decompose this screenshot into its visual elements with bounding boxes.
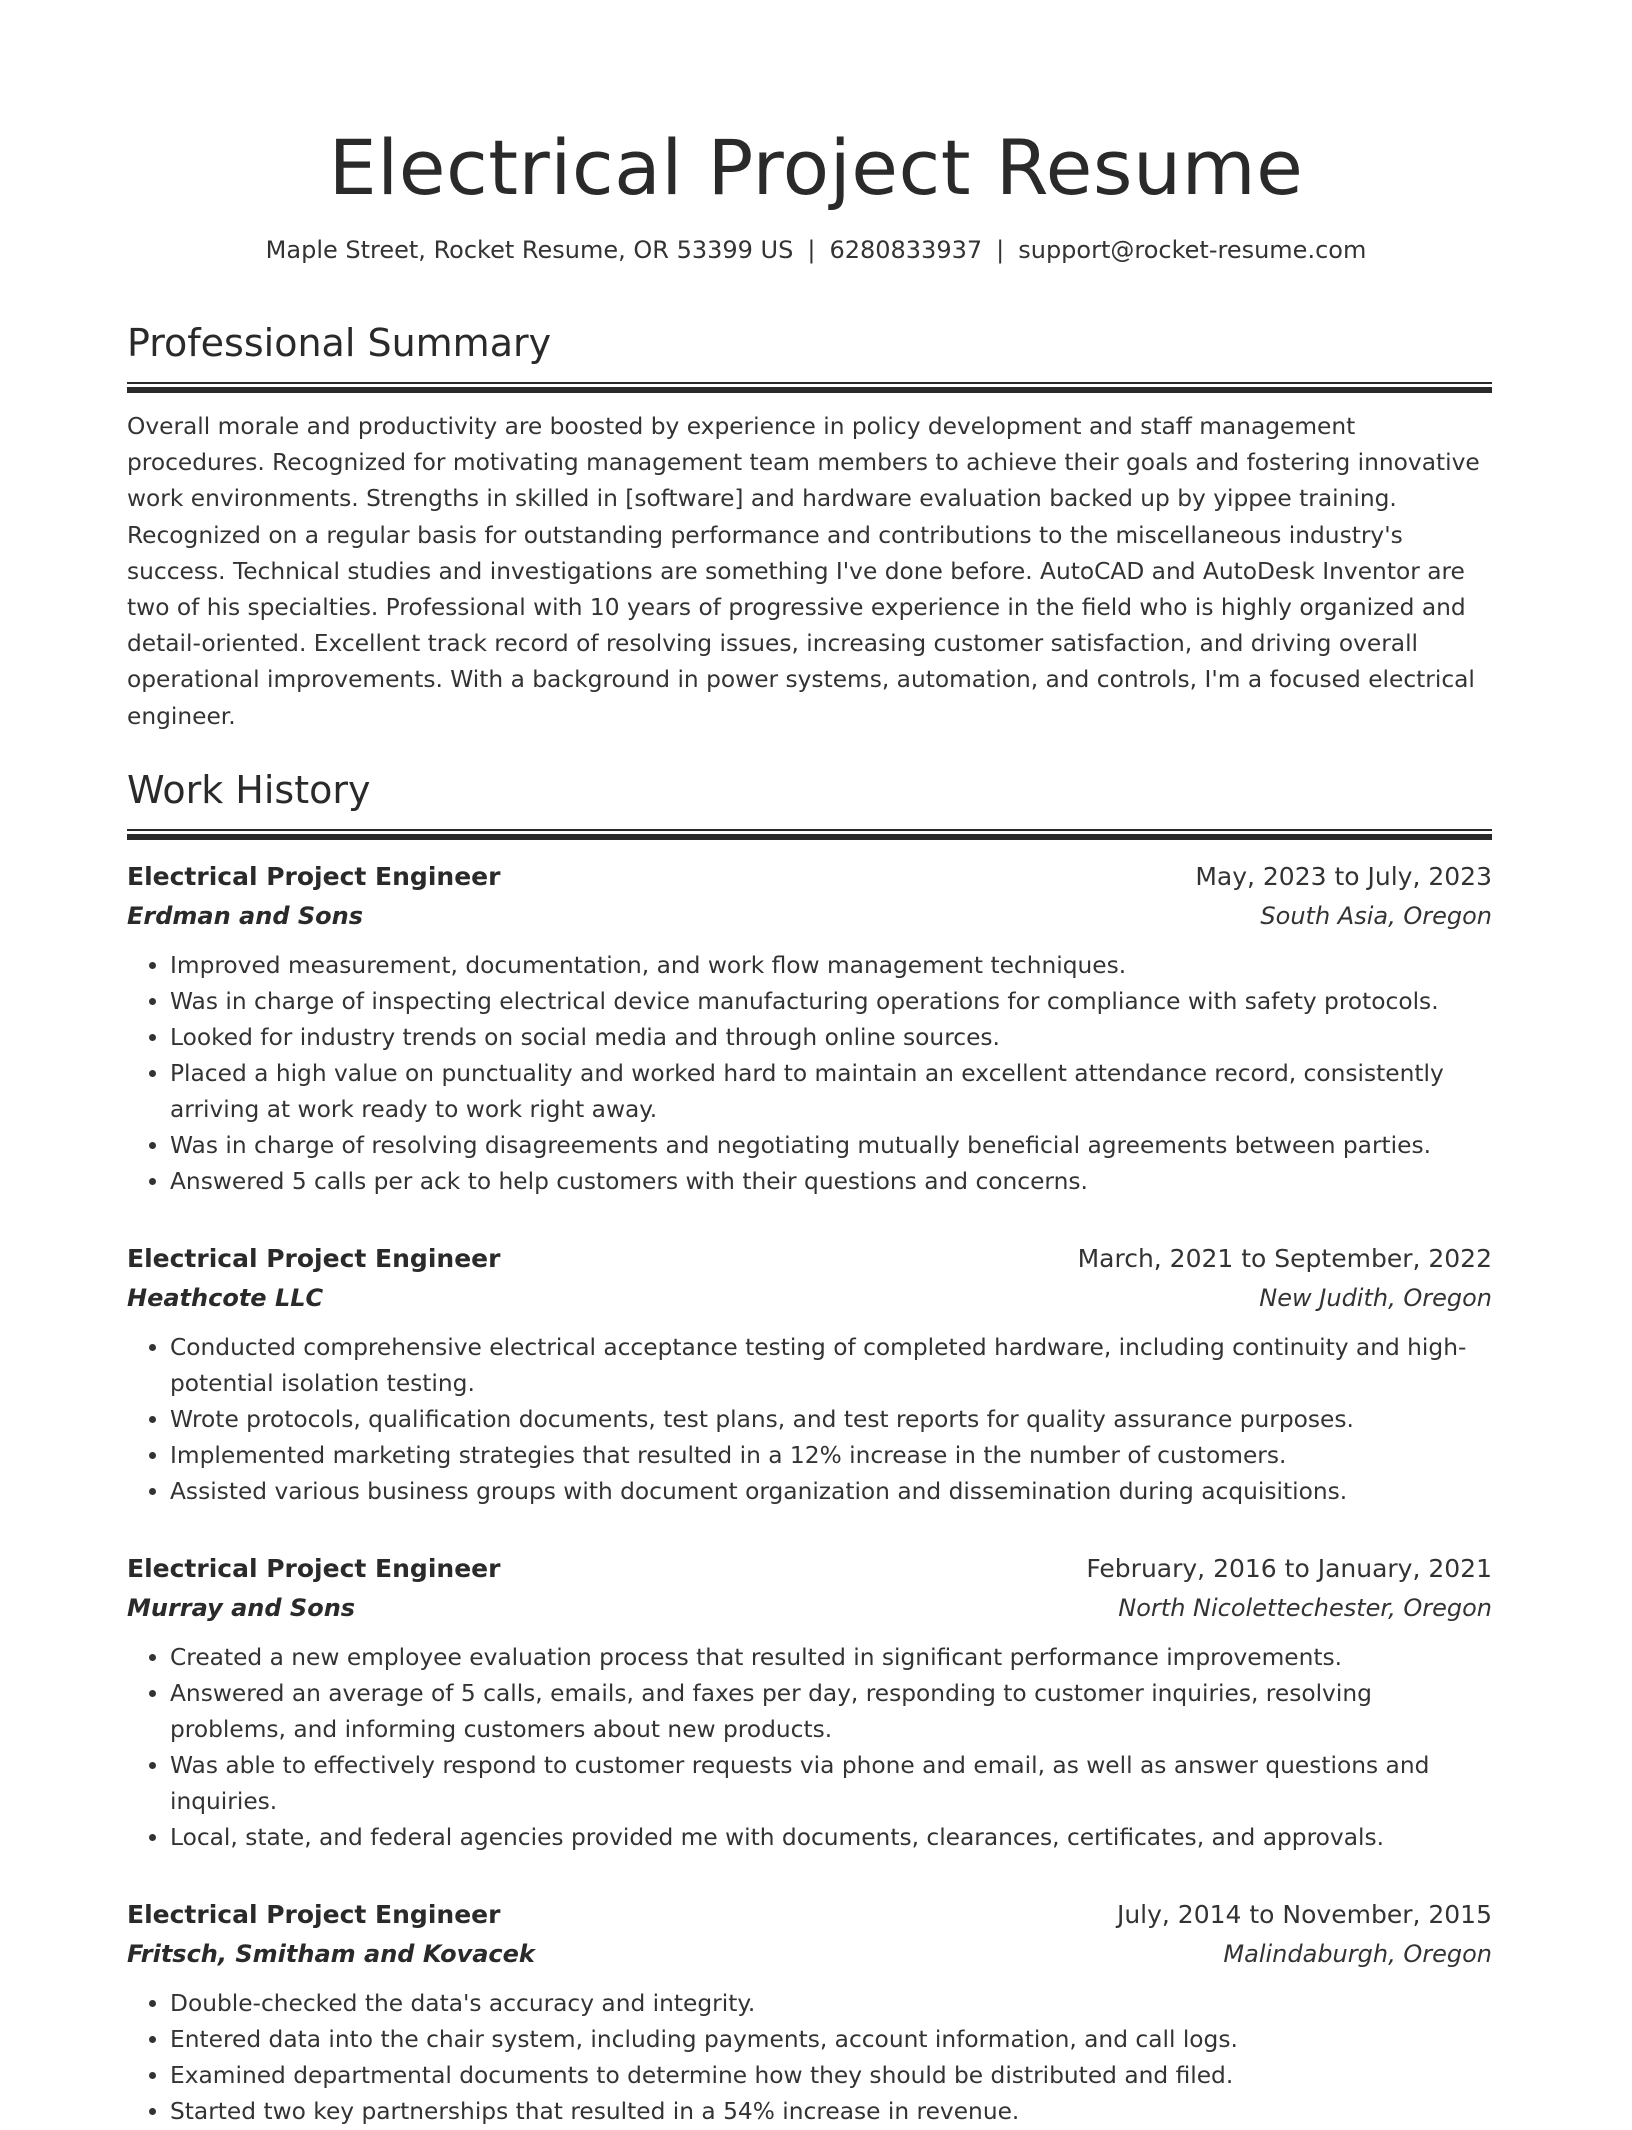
job-location: New Judith, Oregon <box>1259 1283 1492 1312</box>
bullet-item: • Started two key partnerships that resulted in a 54% increase in revenue. <box>170 2094 1492 2130</box>
contact-email: support@rocket-resume.com <box>1018 236 1367 264</box>
bullet-item: • Created a new employee evaluation process that resulted in significant performance improvements. <box>170 1640 1492 1676</box>
job-bullets <box>127 1986 1492 2130</box>
job-company: Murray and Sons <box>127 1593 356 1622</box>
section-title-work-history: Work History <box>127 767 371 812</box>
contact-phone: 6280833937 <box>829 236 983 264</box>
job-title: Electrical Project Engineer <box>127 1553 501 1583</box>
job-bullets <box>127 1330 1492 1510</box>
job-title: Electrical Project Engineer <box>127 861 501 891</box>
bullet-item: • Looked for industry trends on social media and through online sources. <box>170 1020 1492 1056</box>
job-entry <box>127 1896 1492 2130</box>
job-dates: July, 2014 to November, 2015 <box>1116 1899 1492 1929</box>
bullet-item: • Answered an average of 5 calls, emails, and faxes per day, responding to customer inquiries, resolving problems, and informing customers about new products. <box>170 1676 1492 1748</box>
bullet-item: • Placed a high value on punctuality and worked hard to maintain an excellent attendance record, consistently arriving at work ready to work right away. <box>170 1056 1492 1128</box>
job-company: Erdman and Sons <box>127 901 364 930</box>
candidate-name: Electrical Project Resume <box>328 123 1304 212</box>
contact-separator: | <box>996 236 1005 264</box>
bullet-item: • Was in charge of inspecting electrical device manufacturing operations for compliance with safety protocols. <box>170 984 1492 1020</box>
bullet-item: • Conducted comprehensive electrical acceptance testing of completed hardware, including continuity and high-potential isolation testing. <box>170 1330 1492 1402</box>
contact-address: Maple Street, Rocket Resume, OR 53399 US <box>265 236 794 264</box>
bullet-item: • Entered data into the chair system, including payments, account information, and call logs. <box>170 2022 1492 2058</box>
bullet-item: • Wrote protocols, qualification documents, test plans, and test reports for quality assurance purposes. <box>170 1402 1492 1438</box>
bullet-item: • Was able to effectively respond to customer requests via phone and email, as well as answer questions and inquiries. <box>170 1748 1492 1820</box>
summary-section <box>127 318 1492 735</box>
job-location: Malindaburgh, Oregon <box>1223 1939 1492 1968</box>
contact-line <box>0 234 1632 266</box>
job-title: Electrical Project Engineer <box>127 1243 501 1273</box>
bullet-item: • Assisted various business groups with document organization and dissemination during acquisitions. <box>170 1474 1492 1510</box>
job-location: South Asia, Oregon <box>1260 901 1492 930</box>
summary-text: Overall morale and productivity are boosted by experience in policy development and staff management procedures. Recognized for motivating management team members to achieve their goals and fostering innovative work environments. Strengths in skilled in [software] and hardware evaluation backed up by yippee training. Recognized on a regular basis for outstanding performance and contributions to the miscellaneous industry's success. Technical studies and investigations are something I've done before. AutoCAD and AutoDesk Inventor are two of his specialties. Professional with 10 years of progressive experience in the field who is highly organized and detail-oriented. Excellent track record of resolving issues, increasing customer satisfaction, and driving overall operational improvements. With a background in power systems, automation, and controls, I'm a focused electrical engineer. <box>127 413 1480 730</box>
bullet-item: • Was in charge of resolving disagreements and negotiating mutually beneficial agreements between parties. <box>170 1128 1492 1164</box>
work-history-section <box>127 765 1492 2130</box>
bullet-item: • Answered 5 calls per ack to help customers with their questions and concerns. <box>170 1164 1492 1200</box>
job-dates: February, 2016 to January, 2021 <box>1086 1553 1492 1583</box>
job-entry <box>127 858 1492 1200</box>
bullet-item: • Improved measurement, documentation, and work flow management techniques. <box>170 948 1492 984</box>
resume-content <box>127 318 1492 2130</box>
section-title-summary: Professional Summary <box>127 321 552 365</box>
job-bullets <box>127 1640 1492 1856</box>
section-divider <box>127 382 1492 393</box>
job-company: Heathcote LLC <box>127 1283 324 1312</box>
resume-header <box>0 120 1632 266</box>
job-bullets <box>127 948 1492 1200</box>
job-dates: May, 2023 to July, 2023 <box>1195 861 1492 891</box>
bullet-item: • Local, state, and federal agencies provided me with documents, clearances, certificates, and approvals. <box>170 1820 1492 1856</box>
job-dates: March, 2021 to September, 2022 <box>1077 1243 1492 1273</box>
section-divider <box>127 829 1492 840</box>
job-entry <box>127 1550 1492 1856</box>
job-entry <box>127 1240 1492 1510</box>
contact-separator: | <box>807 236 816 264</box>
bullet-item: • Implemented marketing strategies that resulted in a 12% increase in the number of customers. <box>170 1438 1492 1474</box>
bullet-item: • Examined departmental documents to determine how they should be distributed and filed. <box>170 2058 1492 2094</box>
job-company: Fritsch, Smitham and Kovacek <box>127 1939 535 1968</box>
job-title: Electrical Project Engineer <box>127 1899 501 1929</box>
job-location: North Nicolettechester, Oregon <box>1118 1593 1492 1622</box>
bullet-item: • Double-checked the data's accuracy and integrity. <box>170 1986 1492 2022</box>
